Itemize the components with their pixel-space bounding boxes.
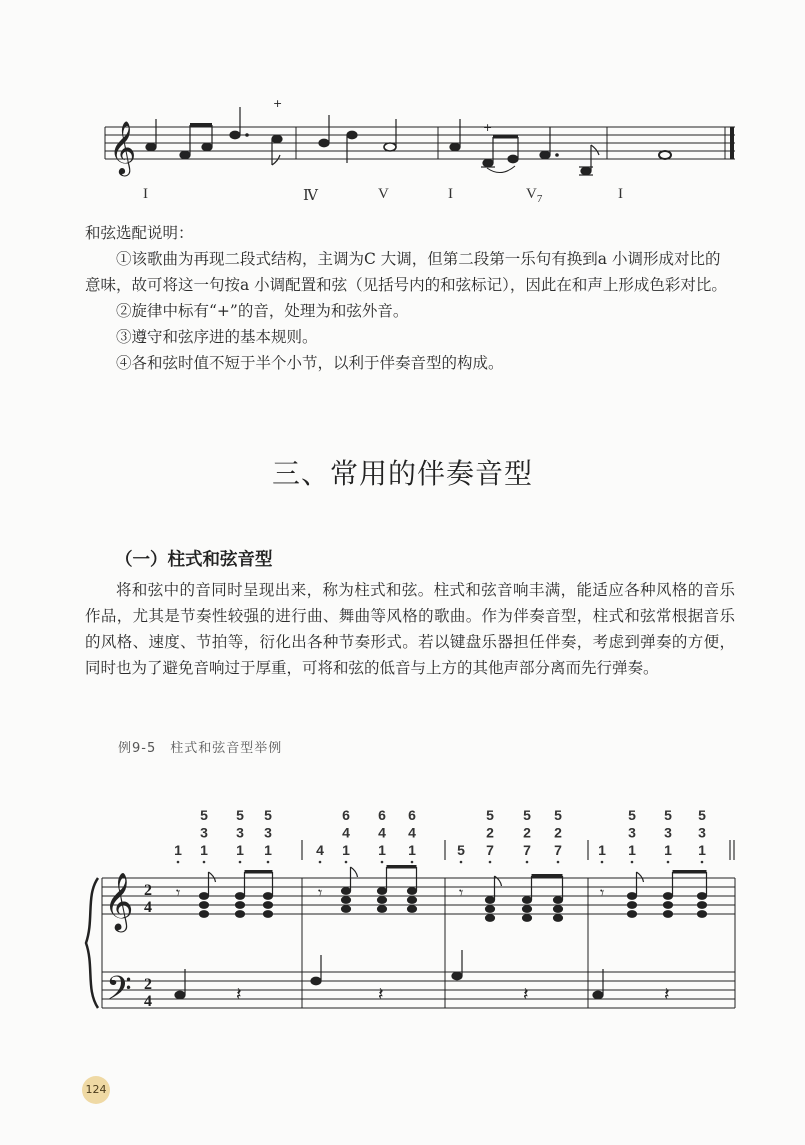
body-paragraph: 将和弦中的音同时呈现出来，称为柱式和弦。柱式和弦音响丰满，能适应各种风格的音乐作品，尤其是节奏性较强的进行曲、舞曲等风格的歌曲。作为伴奏音型，柱式和弦常根据音乐的风格、速度、节拍等，衍化出各种节奏形式。若以键盘乐器担任伴奏，考虑到弹奏的方便，同时也为了避免音响过于厚重，可将和弦的低音与上方的其他声部分离而先行弹奏。: [85, 581, 735, 677]
nonchord-mark: +: [483, 121, 493, 134]
numbered-chord-digit: 5: [698, 807, 706, 823]
chord-note: [378, 888, 387, 895]
dot-icon: [667, 861, 670, 864]
eighth-rest-icon: 𝄾: [318, 883, 323, 902]
chord-note: [264, 911, 273, 918]
chord-label: I: [618, 186, 623, 202]
chord-note: [408, 906, 417, 913]
quarter-rest-icon: 𝄽: [664, 984, 670, 1005]
note: [450, 143, 460, 151]
note: [659, 151, 671, 159]
chord-note: [236, 911, 245, 918]
bass-clef-icon: 𝄢: [106, 970, 132, 1016]
numbered-chord-digit: 5: [264, 807, 272, 823]
chord-note: [408, 897, 417, 904]
numbered-chord-digit: 5: [664, 807, 672, 823]
chord-note: [523, 915, 532, 922]
bass-note: [593, 991, 603, 999]
chord-note: [523, 906, 532, 913]
numbered-chord-digit: 2: [554, 824, 562, 841]
time-signature-bottom: 4: [144, 899, 152, 916]
dot-icon: [631, 861, 634, 864]
notes-item: ②旋律中标有“+”的音，处理为和弦外音。: [116, 302, 409, 320]
chord-note: [523, 897, 532, 904]
chord-note: [664, 902, 673, 909]
quarter-rest-icon: 𝄽: [523, 984, 529, 1005]
numbered-chord-digit: 5: [236, 807, 244, 823]
chord-note: [486, 915, 495, 922]
beam: [532, 874, 563, 878]
notes-list: [85, 246, 735, 376]
dot-icon: [701, 861, 704, 864]
numbered-chord-digit: 3: [664, 824, 672, 841]
eighth-rest-icon: 𝄾: [176, 883, 181, 902]
time-signature-bottom: 4: [144, 993, 152, 1010]
chord-label: $V_7$: [526, 186, 543, 205]
chord-note: [264, 893, 273, 900]
numbered-chord-digit: 1: [664, 842, 672, 858]
brace-icon: [86, 878, 98, 1008]
dot-icon: [239, 861, 242, 864]
dot-icon: [411, 861, 414, 864]
note: [180, 151, 190, 159]
time-signature-top: 2: [144, 976, 152, 993]
numbered-chord-digit: 4: [378, 824, 386, 841]
note: [146, 143, 156, 151]
eighth-rest-icon: 𝄾: [459, 883, 464, 902]
numbered-chord-digit: 6: [378, 807, 386, 823]
chord-label: V: [378, 186, 389, 202]
chord-note: [554, 915, 563, 922]
chord-note: [408, 888, 417, 895]
bass-note: [175, 991, 185, 999]
numbered-chord-digit: 5: [200, 807, 208, 823]
numbered-chord-digit: 5: [628, 807, 636, 823]
bass-note: [311, 977, 321, 985]
chord-label: Ⅳ: [303, 188, 318, 204]
numbered-chord-digit: 3: [264, 824, 272, 841]
dot-icon: [557, 861, 560, 864]
flag-icon: [637, 872, 644, 882]
note: [384, 143, 396, 151]
dot-icon: [381, 861, 384, 864]
numbered-chord-digit: 1: [378, 842, 386, 858]
dot-icon: [177, 861, 180, 864]
numbered-chord-digit: 7: [486, 842, 494, 858]
chord-note: [486, 897, 495, 904]
numbered-chord-digit: 2: [523, 824, 531, 841]
dot-icon: [345, 861, 348, 864]
sub-heading: （一）柱式和弦音型: [115, 550, 273, 570]
numbered-chord-digit: 1: [264, 842, 272, 858]
chord-note: [200, 902, 209, 909]
numbered-chord-digit: 1: [342, 842, 350, 858]
dot-icon: [460, 861, 463, 864]
numbered-chord-digit: 4: [408, 824, 416, 841]
chord-note: [342, 888, 351, 895]
beam: [673, 870, 707, 874]
piano-staff-example: [80, 800, 750, 1020]
chord-note: [698, 893, 707, 900]
dot-icon: [601, 861, 604, 864]
numbered-chord-digit: 2: [486, 824, 494, 841]
chord-note: [200, 893, 209, 900]
note: [230, 131, 240, 139]
quarter-rest-icon: 𝄽: [236, 984, 242, 1005]
chord-note: [264, 902, 273, 909]
numbered-chord-digit: 1: [698, 842, 706, 858]
numbered-chord-digit: 6: [408, 807, 416, 823]
numbered-chord-digit: 7: [554, 842, 562, 858]
note: [272, 135, 282, 143]
numbered-chord-digit: 1: [408, 842, 416, 858]
numbered-chord-digit: 5: [523, 807, 531, 823]
flag-icon: [209, 872, 216, 882]
chord-note: [664, 893, 673, 900]
eighth-rest-icon: 𝄾: [600, 883, 605, 902]
numbered-chord-digit: 6: [342, 807, 350, 823]
numbered-chord-digit: 3: [628, 824, 636, 841]
notes-title: 和弦选配说明：: [85, 224, 194, 242]
numbered-chord-digit: 1: [200, 842, 208, 858]
note: [202, 143, 212, 151]
dot-icon: [203, 861, 206, 864]
chord-note: [628, 911, 637, 918]
note: [581, 167, 591, 175]
chord-note: [628, 893, 637, 900]
dot-icon: [526, 861, 529, 864]
quarter-rest-icon: 𝄽: [378, 984, 384, 1005]
note: [508, 155, 518, 163]
chord-note: [200, 911, 209, 918]
note: [483, 159, 493, 167]
note: [540, 151, 550, 159]
chord-note: [698, 902, 707, 909]
treble-clef-icon: 𝄞: [104, 872, 134, 930]
numbered-chord-digit: 3: [236, 824, 244, 841]
dot-icon: [267, 861, 270, 864]
chord-label: I: [143, 186, 148, 202]
example-caption: 例9-5 柱式和弦音型举例: [118, 741, 283, 756]
dot-icon: [489, 861, 492, 864]
chord-note: [236, 902, 245, 909]
chord-note: [342, 906, 351, 913]
notes-item: ①该歌曲为再现二段式结构，主调为C 大调，但第二段第一乐句有换到a 小调形成对比的意味，故可将这一句按a 小调配置和弦（见括号内的和弦标记），因此在和声上形成色彩对比。: [85, 250, 727, 294]
numbered-chord-digit: 5: [486, 807, 494, 823]
numbered-chord-digit: 5: [554, 807, 562, 823]
notes-item: ④各和弦时值不短于半个小节，以利于伴奏音型的构成。: [116, 354, 504, 372]
numbered-bass: 5: [457, 842, 465, 858]
numbered-bass: 4: [316, 842, 324, 858]
chord-note: [342, 897, 351, 904]
numbered-chord-digit: 3: [200, 824, 208, 841]
numbered-bass: 1: [174, 842, 182, 858]
section-heading: 三、常用的伴奏音型: [271, 457, 533, 490]
chord-note: [486, 906, 495, 913]
chord-note: [378, 906, 387, 913]
treble-clef-icon: 𝄞: [109, 120, 137, 174]
numbered-chord-digit: 1: [628, 842, 636, 858]
beam: [387, 865, 417, 869]
note: [319, 139, 329, 147]
numbered-chord-digit: 4: [342, 824, 350, 841]
notes-item: ③遵守和弦序进的基本规则。: [116, 328, 318, 346]
chord-note: [664, 911, 673, 918]
dot-icon: [319, 861, 322, 864]
nonchord-mark: +: [273, 97, 283, 110]
note: [347, 131, 357, 139]
numbered-chord-digit: 3: [698, 824, 706, 841]
flag-icon: [351, 867, 358, 877]
chord-note: [628, 902, 637, 909]
time-signature-top: 2: [144, 882, 152, 899]
numbered-bass: 1: [598, 842, 606, 858]
bass-note: [452, 972, 462, 980]
page-number: 124: [82, 1076, 110, 1104]
numbered-chord-digit: 7: [523, 842, 531, 858]
numbered-chord-digit: 1: [236, 842, 244, 858]
beam: [245, 870, 273, 874]
chord-note: [236, 893, 245, 900]
chord-note: [378, 897, 387, 904]
melody-staff: [95, 95, 755, 180]
chord-note: [554, 897, 563, 904]
chord-label: I: [448, 186, 453, 202]
chord-note: [554, 906, 563, 913]
chord-note: [698, 911, 707, 918]
